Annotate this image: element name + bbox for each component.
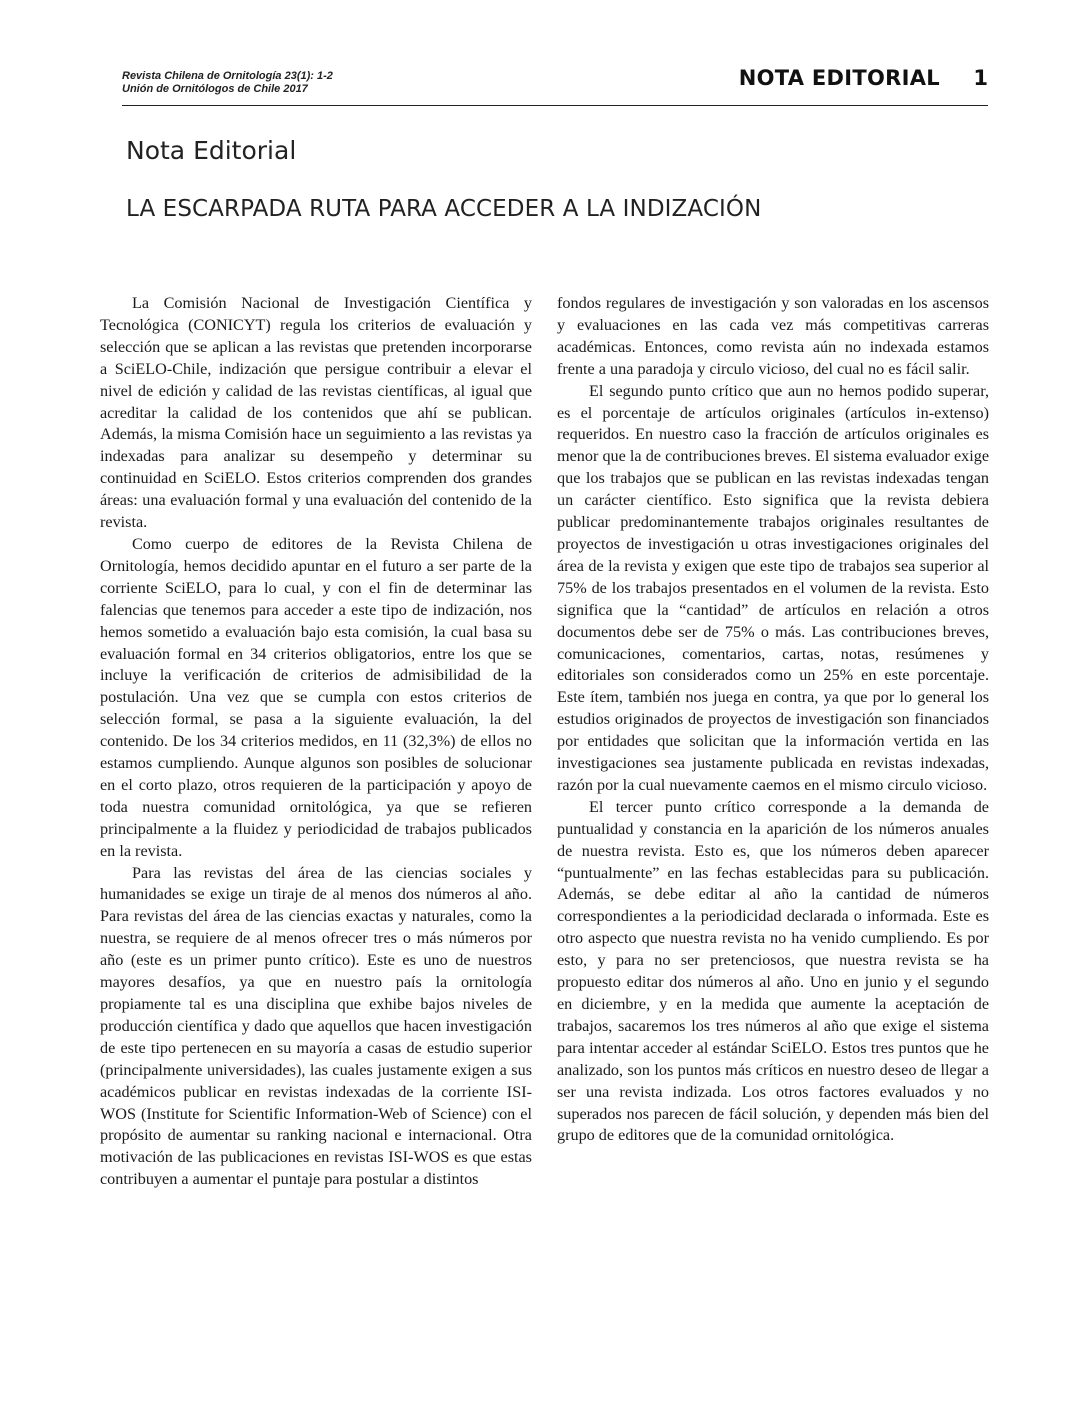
page-number: 1	[973, 66, 988, 90]
right-column	[557, 293, 989, 1147]
paragraph: El tercer punto crítico corresponde a la demanda de puntualidad y constancia en la aparición de los números anuales de nuestra revista. Esto es, que los números deben aparecer “puntualmente” en las fechas establecidas para su publicación. Además, se debe editar al año la cantidad de números correspondientes a la periodicidad declarada o informada. Este es otro aspecto que nuestra revista no ha venido cumpliendo. Es por esto, y para no ser pretenciosos, que nuestra revista se ha propuesto editar dos números al año. Uno en junio y el segundo en diciembre, y en la medida que aumente la aceptación de trabajos, sacaremos los tres números al año que exige el sistema para intentar acceder al estándar SciELO. Estos tres puntos que he analizado, son los puntos más críticos en nuestro deseo de llegar a ser una revista indizada. Los otros factores evaluados y no superados nos parecen de fácil solución, y dependen más bien del grupo de editores que de la comunidad ornitológica.	[557, 797, 989, 1145]
paragraph: Para las revistas del área de las ciencias sociales y humanidades se exige un tiraje de al menos dos números al año. Para revistas del área de las ciencias exactas y naturales, como la nuestra, se requiere de al menos ofrecer tres o más números por año (este es un primer punto crítico). Este es uno de nuestros mayores desafíos, ya que en nuestro país la ornitología propiamente tal es una disciplina que exhibe bajos niveles de producción científica y dado que aquellos que hacen investigación de este tipo pertenecen en su mayoría a casas de estudio superior (principalmente universidades), las cuales justamente exigen a sus académicos publicar en revistas indexadas de la corriente ISI-WOS (Institute for Scientific Information-Web of Science) con el propósito de aumentar su ranking nacional e internacional. Otra motivación de las publicaciones en revistas ISI-WOS es que estas contribuyen a aumentar el puntaje para postular a distintos	[100, 863, 532, 1189]
journal-citation	[122, 70, 333, 96]
running-section-label: NOTA EDITORIAL	[738, 66, 940, 90]
paragraph: La Comisión Nacional de Investigación Científica y Tecnológica (CONICYT) regula los criterios de evaluación y selección que se aplican a las revistas que pretenden incorporarse a SciELO-Chile, indización que persigue contribuir a elevar el nivel de edición y calidad de las revistas científicas, al igual que acreditar la calidad de los contenidos que ahí se publican. Además, la misma Comisión hace un seguimiento a las revistas ya indexadas para analizar su desempeño y determinar su continuidad en SciELO. Estos criterios comprenden dos grandes áreas: una evaluación formal y una evaluación del contenido de la revista.	[100, 294, 532, 532]
paragraph: Como cuerpo de editores de la Revista Chilena de Ornitología, hemos decidido apuntar en el futuro a ser parte de la corriente SciELO, para lo cual, y con el fin de determinar las falencias que tenemos para acceder a este tipo de indización, nos hemos sometido a evaluación bajo esta comisión, la cual basa su evaluación formal en 34 criterios obligatorios, entre los que se incluye la verificación de criterios de admisibilidad de la postulación. Una vez que se cumpla con estos criterios de selección formal, se pasa a la siguiente evaluación, la del contenido. De los 34 criterios medidos, en 11 (32,3%) de ellos no estamos cumpliendo. Aunque algunos son posibles de solucionar en el corto plazo, otros requieren de la participación y apoyo de toda nuestra comunidad ornitológica, ya que se refieren principalmente a la fluidez y periodicidad de trabajos publicados en la revista.	[100, 534, 532, 860]
paragraph: El segundo punto crítico que aun no hemos podido superar, es el porcentaje de artículos originales (artículos in-extenso) requeridos. En nuestro caso la fracción de artículos originales es menor que la de contribuciones breves. El sistema evaluador exige que los trabajos que se publican en las revistas indexadas tengan un carácter científico. Esto significa que la revista debiera publicar predominantemente trabajos originales resultantes de proyectos de investigación u otras investigaciones originales del área de la revista y exigen que este tipo de trabajos sea superior al 75% de los trabajos presentados en el volumen de la revista. Esto significa que la “cantidad” de artículos en relación a otros documentos debe ser de 75% o más. Las contribuciones breves, comunicaciones, comentarios, cartas, notas, resúmenes y editoriales son considerados como un 25% en este porcentaje. Este ítem, también nos juega en contra, ya que por lo general los estudios originados de proyectos de investigación son financiados por entidades que solicitan que la información vertida en las investigaciones sea justamente publicada en revistas indexadas, razón por la cual nuevamente caemos en el mismo circulo vicioso.	[557, 381, 989, 794]
journal-citation-line-2: Unión de Ornitólogos de Chile 2017	[122, 83, 308, 95]
left-column	[100, 293, 532, 1191]
running-head	[122, 66, 988, 110]
header-rule	[122, 105, 988, 106]
paragraph-continued: fondos regulares de investigación y son valoradas en los ascensos y evaluaciones en las cada vez más competitivas carreras académicas. Entonces, como revista aún no indexada estamos frente a una paradoja y circulo vicioso, del cual no es fácil salir.	[557, 294, 989, 378]
article-body	[100, 293, 989, 1303]
section-title: Nota Editorial	[126, 136, 297, 165]
journal-citation-line-1: Revista Chilena de Ornitología 23(1): 1-2	[122, 70, 333, 82]
article-title: LA ESCARPADA RUTA PARA ACCEDER A LA INDIZACIÓN	[126, 196, 762, 222]
